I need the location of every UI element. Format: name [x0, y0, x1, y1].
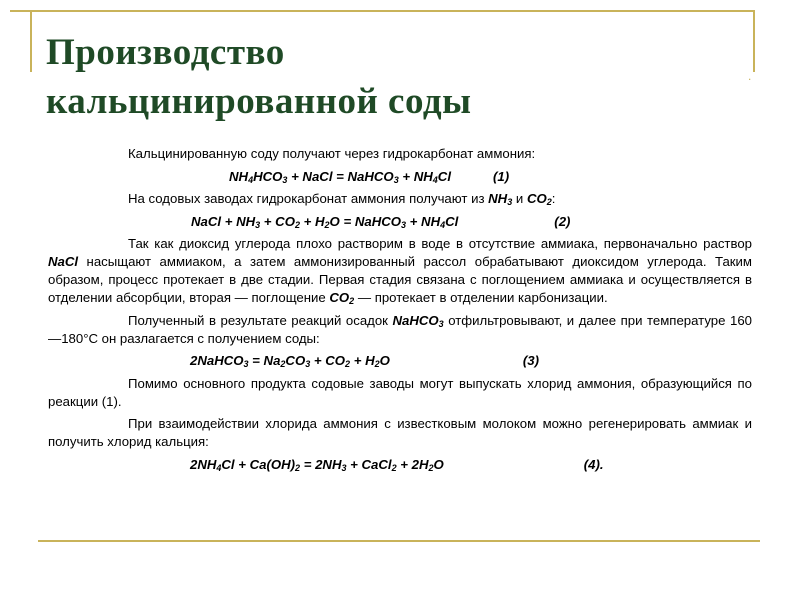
equation-2-number: (2)	[554, 213, 571, 229]
equation-1: $NH_4HCO_3$ + NaCl = NaHCO$_3$ + $NH_4Cl$ (1)	[229, 168, 510, 185]
paragraph-2: На содовых заводах гидрокарбонат аммония получают из $NH_3$ и $CO_2$:	[128, 191, 556, 207]
slide-title-line1: Производство	[46, 32, 285, 73]
frame-left-line	[30, 10, 32, 72]
frame-right-line	[753, 10, 755, 72]
frame-bottom-line	[38, 540, 760, 542]
slide-content	[48, 145, 752, 478]
slide-title-line2: кальцинированной соды	[46, 81, 472, 122]
frame-top-line	[10, 10, 755, 12]
equation-3-number: (3)	[522, 353, 540, 368]
equation-1-number: (1)	[492, 168, 510, 184]
equation-4-number: (4).	[583, 456, 604, 472]
paragraph-3: Так как диоксид углерода плохо растворим в воде в отсутствие аммиака, первоначально раствор NaCl насыщают аммиаком, а затем аммонизированный рассол обрабатывают диоксидом углерода. Таким образом, процесс протекает в две стадии. Первая стадия связана с поглощением аммиака и осуществляется в отделении абсорбции, вторая — поглощение $CO_2$ — протекает в отделении карбонизации.	[48, 236, 752, 306]
paragraph-5: Помимо основного продукта содовые заводы могут выпускать хлорид аммония, образующийся по реакции (1).	[48, 375, 752, 409]
slide-title	[46, 28, 746, 126]
equation-3: 2NaHCO$_3$ = $Na_2CO_3 + CO_2 + H_2O$ (3)	[190, 353, 540, 369]
paragraph-1: Кальцинированную соду получают через гидрокарбонат аммония:	[128, 146, 536, 161]
paragraph-6: При взаимодействии хлорида аммония с известковым молоком можно регенерировать аммиак и получить хлорид кальция:	[48, 416, 752, 449]
equation-4: $2NH_4Cl + Ca(OH)_2 = 2NH_3$ + CaCl$_2$ + $2H_2O$ (4).	[190, 456, 604, 473]
paragraph-4: Полученный в результате реакций осадок NaHCO$_3$ отфильтровывают, и далее при температуре 160—180°С он разлагается с получением соды:	[48, 312, 752, 346]
frame-dot: .	[748, 69, 752, 83]
equation-2: NaCl + $NH_3 + CO_2 + H_2O$ = NaHCO$_3$ + $NH_4Cl$ (2)	[191, 213, 571, 230]
